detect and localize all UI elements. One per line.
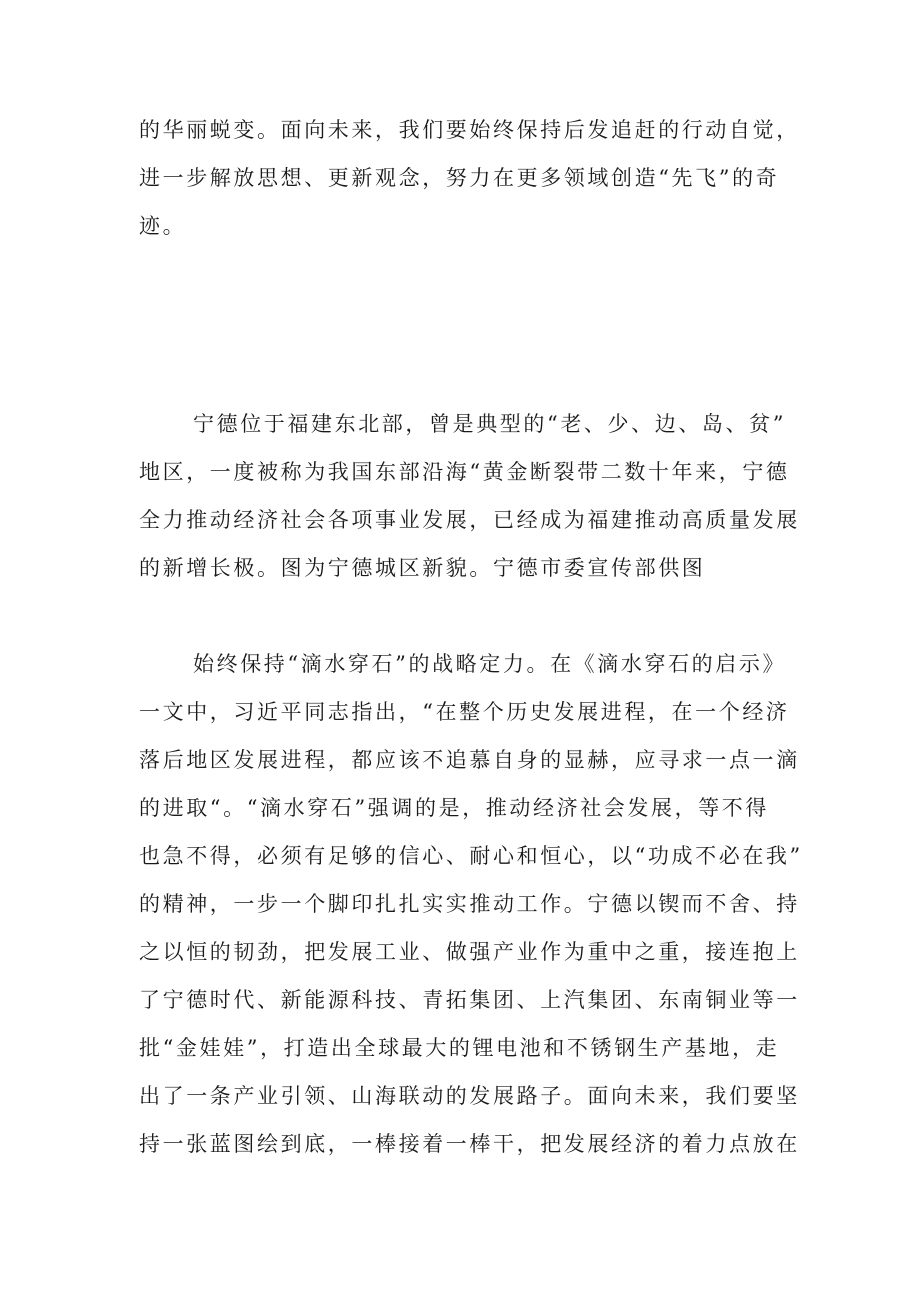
text-line: 也急不得，必须有足够的信心、耐心和恒心，以“功成不必在我” <box>139 844 803 868</box>
text-line: 的精神，一步一个脚印扎扎实实推动工作。宁德以锲而不舍、持 <box>139 892 800 916</box>
text-line: 迹。 <box>139 214 187 238</box>
text-line: 全力推动经济社会各项事业发展，已经成为福建推动高质量发展 <box>139 508 800 532</box>
text-line: 地区，一度被称为我国东部沿海“黄金断裂带二数十年来，宁德 <box>139 460 790 484</box>
text-line: 始终保持“滴水穿石”的战略定力。在《滴水穿石的启示》 <box>193 652 787 676</box>
text-line: 批“金娃娃”，打造出全球最大的锂电池和不锈钢生产基地，走 <box>139 1036 780 1060</box>
text-line: 持一张蓝图绘到底，一棒接着一棒干，把发展经济的着力点放在 <box>139 1132 800 1156</box>
text-line: 出了一条产业引领、山海联动的发展路子。面向未来，我们要坚 <box>139 1084 800 1108</box>
text-line: 的新增长极。图为宁德城区新貌。宁德市委宣传部供图 <box>139 556 706 580</box>
text-line: 的华丽蜕变。面向未来，我们要始终保持后发追赶的行动自觉， <box>139 118 800 142</box>
text-line: 的进取“。“滴水穿石”强调的是，推动经济社会发展，等不得 <box>139 796 770 820</box>
text-line: 了宁德时代、新能源科技、青拓集团、上汽集团、东南铜业等一 <box>139 988 800 1012</box>
text-line: 之以恒的韧劲，把发展工业、做强产业作为重中之重，接连抱上 <box>139 940 800 964</box>
text-line: 一文中，习近平同志指出，“在整个历史发展进程，在一个经济 <box>139 700 790 724</box>
text-line: 落后地区发展进程，都应该不追慕自身的显赫，应寻求一点一滴 <box>139 748 800 772</box>
text-line: 宁德位于福建东北部，曾是典型的“老、少、边、岛、贫” <box>193 412 787 436</box>
text-line: 进一步解放思想、更新观念，努力在更多领域创造“先飞”的奇 <box>139 166 780 190</box>
